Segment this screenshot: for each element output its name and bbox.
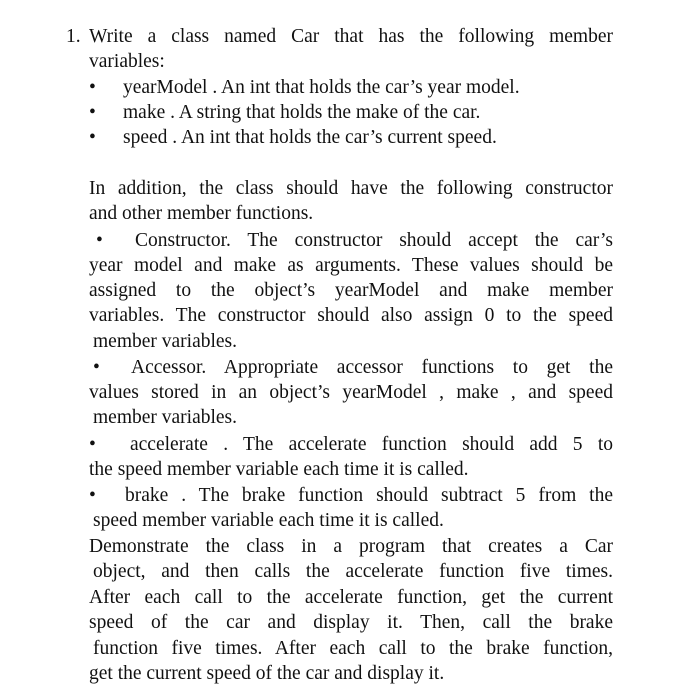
demonstrate-line-3: After each call to the accelerate function, get the current bbox=[89, 587, 613, 608]
intro-line-2: variables: bbox=[89, 51, 165, 72]
accelerate-line-2: the speed member variable each time it is called. bbox=[89, 459, 469, 480]
demonstrate-line-1: Demonstrate the class in a program that creates a Car bbox=[89, 536, 613, 557]
accessor-line-1: Accessor. Appropriate accessor functions to get the bbox=[131, 357, 613, 378]
accessor-line-3: member variables. bbox=[93, 407, 238, 428]
addition-line-2: and other member functions. bbox=[89, 203, 314, 224]
bullet-icon: • bbox=[96, 230, 103, 251]
demonstrate-line-2: object, and then calls the accelerate function five times. bbox=[93, 561, 613, 582]
demonstrate-line-6: get the current speed of the car and display it. bbox=[89, 663, 445, 684]
bullet-icon: • bbox=[89, 102, 96, 123]
constructor-line-1: Constructor. The constructor should accept the car’s bbox=[135, 230, 613, 251]
accelerate-line-1: accelerate . The accelerate function should add 5 to bbox=[130, 434, 613, 455]
demonstrate-line-5: function five times. After each call to the brake function, bbox=[93, 638, 613, 659]
demonstrate-line-4: speed of the car and display it. Then, call the brake bbox=[89, 612, 613, 633]
problem-number: 1. bbox=[66, 26, 81, 47]
constructor-line-3: assigned to the object’s yearModel and make member bbox=[89, 280, 613, 301]
variable-make: make . A string that holds the make of the car. bbox=[123, 102, 481, 123]
brake-line-2: speed member variable each time it is called. bbox=[93, 510, 444, 531]
accessor-line-2: values stored in an object’s yearModel , make , and speed bbox=[89, 382, 613, 403]
bullet-icon: • bbox=[89, 127, 96, 148]
variable-speed: speed . An int that holds the car’s current speed. bbox=[123, 127, 497, 148]
variable-yearmodel: yearModel . An int that holds the car’s year model. bbox=[123, 77, 520, 98]
constructor-line-5: member variables. bbox=[93, 331, 238, 352]
brake-line-1: brake . The brake function should subtract 5 from the bbox=[125, 485, 613, 506]
constructor-line-4: variables. The constructor should also assign 0 to the speed bbox=[89, 305, 613, 326]
addition-line-1: In addition, the class should have the following constructor bbox=[89, 178, 613, 199]
bullet-icon: • bbox=[93, 357, 100, 378]
bullet-icon: • bbox=[89, 77, 96, 98]
bullet-icon: • bbox=[89, 434, 96, 455]
bullet-icon: • bbox=[89, 485, 96, 506]
intro-line-1: Write a class named Car that has the following member bbox=[89, 26, 613, 47]
constructor-line-2: year model and make as arguments. These values should be bbox=[89, 255, 613, 276]
